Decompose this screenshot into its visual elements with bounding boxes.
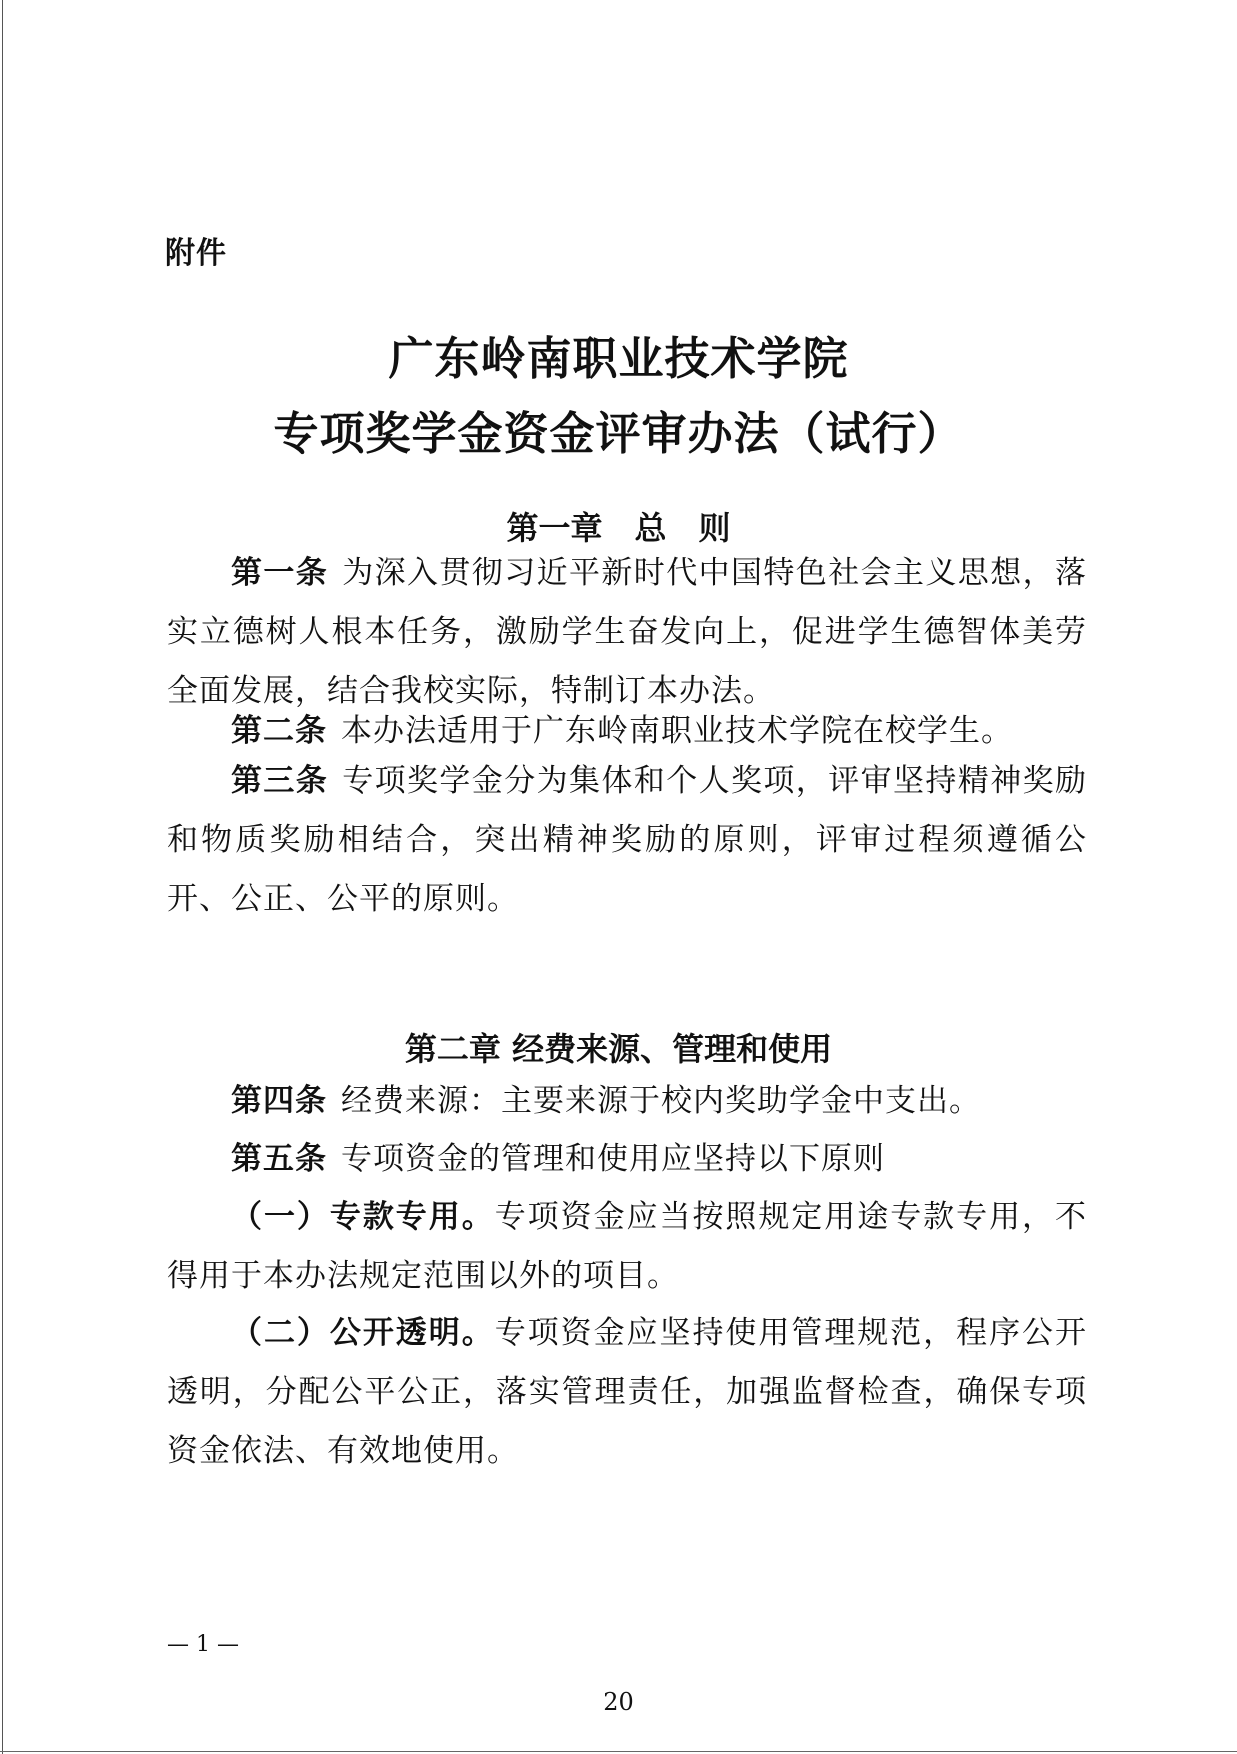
outer-page-number: 20 <box>603 1688 634 1716</box>
attachment-label: 附件 <box>165 236 227 271</box>
principle-1 <box>167 1188 1087 1306</box>
scan-bottom-edge <box>0 1751 1237 1752</box>
document-title-line-1: 广东岭南职业技术学院 <box>388 332 849 385</box>
article-5-label: 第五条 <box>231 1141 327 1177</box>
principle-2-text: 专项资金应坚持使用管理规范，程序公开透明，分配公平公正，落实管理责任，加强监督检查，确保专项资金依法、有效地使用。 <box>167 1315 1088 1469</box>
article-3 <box>167 752 1087 929</box>
scan-left-edge <box>2 0 3 1754</box>
chapter-2-heading: 第二章 经费来源、管理和使用 <box>404 1030 833 1068</box>
article-4-text: 经费来源：主要来源于校内奖助学金中支出。 <box>341 1083 981 1119</box>
article-1-label: 第一条 <box>231 555 329 591</box>
article-4 <box>167 1072 1087 1131</box>
article-3-label: 第三条 <box>231 763 329 799</box>
article-5 <box>167 1130 1087 1189</box>
article-5-text: 专项资金的管理和使用应坚持以下原则 <box>341 1141 885 1177</box>
chapter-1-heading: 第一章 总 则 <box>506 509 731 547</box>
article-1-text: 为深入贯彻习近平新时代中国特色社会主义思想，落实立德树人根本任务，激励学生奋发向上，促进学生德智体美劳全面发展，结合我校实际，特制订本办法。 <box>167 555 1088 709</box>
article-1 <box>167 544 1087 721</box>
article-2-label: 第二条 <box>231 713 327 749</box>
document-title-line-2: 专项奖学金资金评审办法（试行） <box>273 407 964 460</box>
article-4-label: 第四条 <box>231 1083 327 1119</box>
article-2-text: 本办法适用于广东岭南职业技术学院在校学生。 <box>341 713 1013 749</box>
principle-1-text: 专项资金应当按照规定用途专款专用，不得用于本办法规定范围以外的项目。 <box>167 1199 1088 1294</box>
principle-1-label: （一）专款专用。 <box>231 1199 495 1235</box>
inner-page-number: — 1 — <box>167 1632 239 1657</box>
principle-2-label: （二）公开透明。 <box>231 1315 495 1351</box>
principle-2 <box>167 1304 1087 1481</box>
article-3-text: 专项奖学金分为集体和个人奖项，评审坚持精神奖励和物质奖励相结合，突出精神奖励的原则，评审过程须遵循公开、公正、公平的原则。 <box>167 763 1088 917</box>
